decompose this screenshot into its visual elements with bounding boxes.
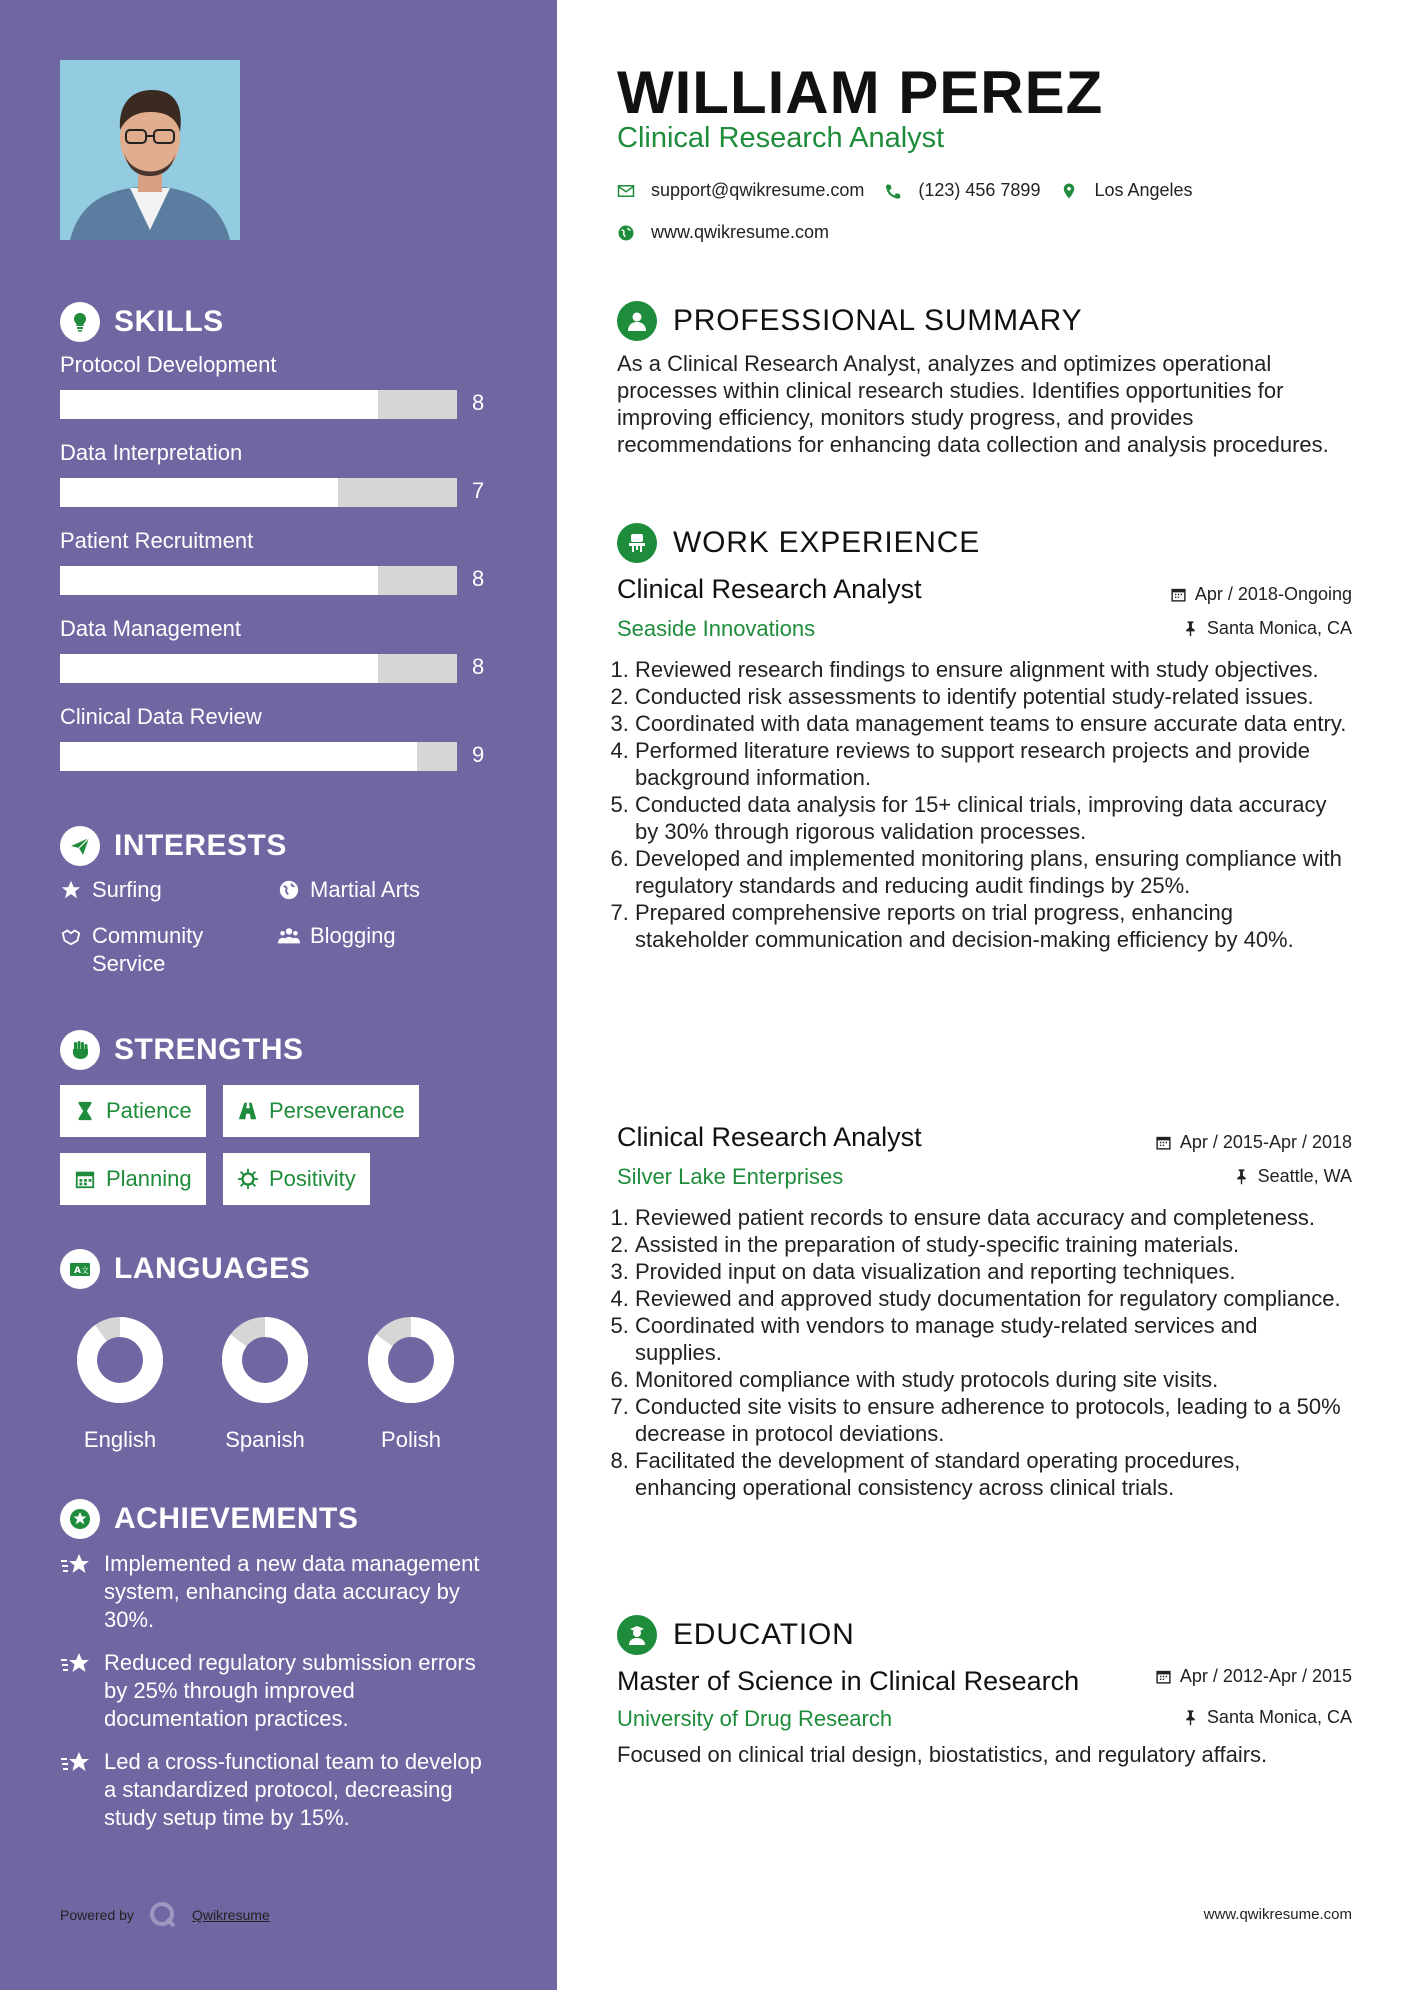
list-item: 2. Conducted risk assessments to identify potential study-related issues. [635, 683, 1347, 710]
pushpin-icon [1182, 1709, 1199, 1726]
skill-level: 9 [472, 742, 485, 767]
skill-level: 8 [472, 390, 485, 415]
language-name: Polish [381, 1427, 441, 1452]
skills-title: SKILLS [114, 305, 224, 338]
globe-icon [278, 879, 300, 901]
skill-bar [60, 566, 457, 595]
strength-badge [223, 1085, 419, 1137]
strength-label: Patience [106, 1098, 192, 1123]
skill-item [60, 704, 500, 767]
list-item: 5. Coordinated with vendors to manage study-related services and supplies. [635, 1312, 1347, 1366]
skill-bar [60, 742, 457, 771]
qwikresume-link[interactable]: Qwikresume [191, 1907, 270, 1923]
powered-by [60, 1900, 270, 1930]
job-location [1233, 1166, 1352, 1187]
job-company: Silver Lake Enterprises [617, 1164, 844, 1189]
lightbulb-icon [60, 302, 100, 342]
list-item: 3. Provided input on data visualization and reporting techniques. [635, 1258, 1347, 1285]
list-item: 2. Assisted in the preparation of study-specific training materials. [635, 1231, 1347, 1258]
skill-bar [60, 654, 457, 683]
job-dates-text: Apr / 2015-Apr / 2018 [1179, 1132, 1352, 1152]
summary-heading [617, 301, 1082, 341]
skill-bar-fill [60, 654, 378, 683]
contact-row-web [617, 222, 849, 243]
star-burst-icon [60, 1750, 92, 1778]
skills-heading [60, 302, 224, 342]
job-location-text: Santa Monica, CA [1206, 618, 1352, 638]
language-icon [60, 1249, 100, 1289]
qwikresume-logo-icon [148, 1900, 178, 1930]
job-duties-list [607, 656, 1347, 953]
svg-text:文: 文 [81, 1266, 89, 1275]
skill-item [60, 352, 500, 415]
svg-text:A: A [74, 1266, 81, 1276]
language-donut [366, 1315, 456, 1405]
skill-name: Data Interpretation [60, 440, 243, 465]
paper-plane-icon [60, 826, 100, 866]
language-name: Spanish [225, 1427, 305, 1452]
sidebar [0, 0, 557, 1990]
skill-name: Clinical Data Review [60, 704, 262, 729]
language-item [200, 1315, 330, 1453]
list-item: 7. Conducted site visits to ensure adherence to protocols, leading to a 50% decrease in protocol deviations. [635, 1393, 1347, 1447]
star-burst-icon [60, 1552, 92, 1580]
job-title: Clinical Research Analyst [617, 574, 922, 604]
interests-heading [60, 826, 287, 866]
star-burst-icon [60, 1651, 92, 1679]
calendar-icon [1155, 1668, 1172, 1685]
skill-level: 8 [472, 566, 485, 591]
contact-phone [884, 180, 1040, 201]
pushpin-icon [1182, 620, 1199, 637]
hourglass-icon [74, 1100, 96, 1122]
powered-by-label: Powered by [60, 1907, 134, 1923]
education-dates-text: Apr / 2012-Apr / 2015 [1179, 1666, 1352, 1686]
skill-level: 7 [472, 478, 485, 503]
profile-photo [60, 60, 240, 240]
footer-website-link[interactable]: www.qwikresume.com [1203, 1906, 1352, 1923]
skill-bar-fill [60, 390, 378, 419]
graduation-icon [617, 1615, 657, 1655]
contact-website [617, 222, 829, 243]
user-icon [617, 301, 657, 341]
job-location-text: Seattle, WA [1257, 1166, 1352, 1186]
summary-title: PROFESSIONAL SUMMARY [673, 304, 1083, 337]
trophy-star-icon [60, 1499, 100, 1539]
experience-heading [617, 523, 980, 563]
calendar-icon [1170, 586, 1187, 603]
achievement-text: Led a cross-functional team to develop a standardized protocol, decreasing study setup time by 15%. [104, 1749, 482, 1830]
phone-icon [884, 182, 902, 200]
interest-label: Martial Arts [310, 877, 421, 902]
phone-number: (123) 456 7899 [918, 180, 1041, 200]
skill-item [60, 528, 500, 591]
contact-row [617, 180, 1213, 201]
interest-item [60, 876, 162, 904]
education-location-text: Santa Monica, CA [1206, 1707, 1352, 1727]
interest-item [60, 922, 240, 978]
job-title: Clinical Research Analyst [617, 1122, 922, 1152]
skill-bar [60, 478, 457, 507]
users-icon [278, 925, 300, 947]
contact-location [1060, 180, 1192, 201]
calendar-icon [74, 1168, 96, 1190]
list-item: 5. Conducted data analysis for 15+ clinical trials, improving data accuracy by 30% through rigorous validation processes. [635, 791, 1347, 845]
language-donut-arc [87, 1327, 153, 1393]
interests-title: INTERESTS [114, 829, 287, 862]
skill-bar-fill [60, 566, 378, 595]
person-title: Clinical Research Analyst [617, 122, 945, 154]
interest-label: Surfing [92, 877, 162, 902]
list-item: 6. Monitored compliance with study protocols during site visits. [635, 1366, 1347, 1393]
job-dates [1155, 1132, 1352, 1153]
contact-email [617, 180, 864, 201]
interest-item [278, 922, 396, 950]
language-name: English [83, 1427, 157, 1452]
achievement-item [60, 1649, 500, 1733]
profile-photo-image [60, 60, 240, 240]
language-donut [75, 1315, 165, 1405]
experience-title: WORK EXPERIENCE [673, 526, 981, 559]
pushpin-icon [1233, 1168, 1250, 1185]
language-item [55, 1315, 185, 1453]
school-name: University of Drug Research [617, 1706, 893, 1731]
achievement-item [60, 1550, 500, 1634]
education-heading [617, 1615, 855, 1655]
job-duties-list [607, 1204, 1347, 1501]
list-item: 7. Prepared comprehensive reports on trial progress, enhancing stakeholder communication and decision-making efficiency by 40%. [635, 899, 1347, 953]
degree-title: Master of Science in Clinical Research [617, 1666, 1080, 1696]
languages-title: LANGUAGES [114, 1252, 311, 1285]
achievement-text: Reduced regulatory submission errors by 25% through improved documentation practices. [104, 1650, 476, 1731]
skill-bar-fill [60, 478, 338, 507]
education-title: EDUCATION [673, 1618, 855, 1651]
person-name: WILLIAM PEREZ [617, 59, 1104, 126]
interest-item [278, 876, 420, 904]
list-item: 4. Performed literature reviews to support research projects and provide background information. [635, 737, 1347, 791]
sun-icon [237, 1168, 259, 1190]
strength-badge [60, 1153, 206, 1205]
job-location [1182, 618, 1352, 639]
strengths-heading [60, 1030, 304, 1070]
education-location [1182, 1707, 1352, 1728]
achievement-item [60, 1748, 500, 1832]
interest-label: Blogging [310, 923, 396, 948]
globe-icon [617, 224, 635, 242]
calendar-icon [1155, 1134, 1172, 1151]
envelope-icon [617, 182, 635, 200]
list-item: 8. Facilitated the development of standard operating procedures, enhancing operational consistency across clinical trials. [635, 1447, 1347, 1501]
skill-level: 8 [472, 654, 485, 679]
job-dates [1170, 584, 1352, 605]
languages-heading [60, 1249, 310, 1289]
skill-name: Protocol Development [60, 352, 277, 377]
job-company: Seaside Innovations [617, 616, 816, 641]
location-text: Los Angeles [1094, 180, 1193, 200]
language-item [346, 1315, 476, 1453]
star-icon [60, 879, 82, 901]
fist-icon [60, 1030, 100, 1070]
strengths-title: STRENGTHS [114, 1033, 304, 1066]
achievements-heading [60, 1499, 358, 1539]
strength-label: Positivity [269, 1166, 356, 1191]
summary-text: As a Clinical Research Analyst, analyzes and optimizes operational processes within clinical research studies. Identifies opportunities for improving efficiency, monitors study progress, and provides recommendations for enhancing data collection and analysis procedures. [617, 351, 1329, 457]
education-dates [1155, 1666, 1352, 1687]
list-item: 3. Coordinated with data management teams to ensure accurate data entry. [635, 710, 1347, 737]
skill-item [60, 616, 500, 679]
skill-name: Patient Recruitment [60, 528, 254, 553]
website-link[interactable]: www.qwikresume.com [651, 222, 830, 242]
briefcase-chair-icon [617, 523, 657, 563]
interest-label: Community Service [92, 923, 204, 976]
skill-bar [60, 390, 457, 419]
skill-name: Data Management [60, 616, 241, 641]
road-icon [237, 1100, 259, 1122]
list-item: 6. Developed and implemented monitoring plans, ensuring compliance with regulatory standards and reducing audit findings by 25%. [635, 845, 1347, 899]
education-description: Focused on clinical trial design, biostatistics, and regulatory affairs. [617, 1742, 1268, 1767]
achievement-text: Implemented a new data management system, enhancing data accuracy by 30%. [104, 1551, 480, 1632]
map-pin-icon [1060, 182, 1078, 200]
main-content [617, 0, 1352, 1990]
list-item: 1. Reviewed research findings to ensure alignment with study objectives. [635, 656, 1347, 683]
list-item: 1. Reviewed patient records to ensure data accuracy and completeness. [635, 1204, 1347, 1231]
list-item: 4. Reviewed and approved study documentation for regulatory compliance. [635, 1285, 1347, 1312]
achievements-title: ACHIEVEMENTS [114, 1502, 359, 1535]
language-donut [220, 1315, 310, 1405]
job-dates-text: Apr / 2018-Ongoing [1194, 584, 1352, 604]
strength-label: Perseverance [269, 1098, 405, 1123]
skill-bar-fill [60, 742, 417, 771]
strength-label: Planning [106, 1166, 192, 1191]
strength-badge [223, 1153, 370, 1205]
skill-item [60, 440, 500, 503]
strength-badge [60, 1085, 206, 1137]
handshake-icon [60, 925, 82, 947]
email-link[interactable]: support@qwikresume.com [651, 180, 865, 200]
